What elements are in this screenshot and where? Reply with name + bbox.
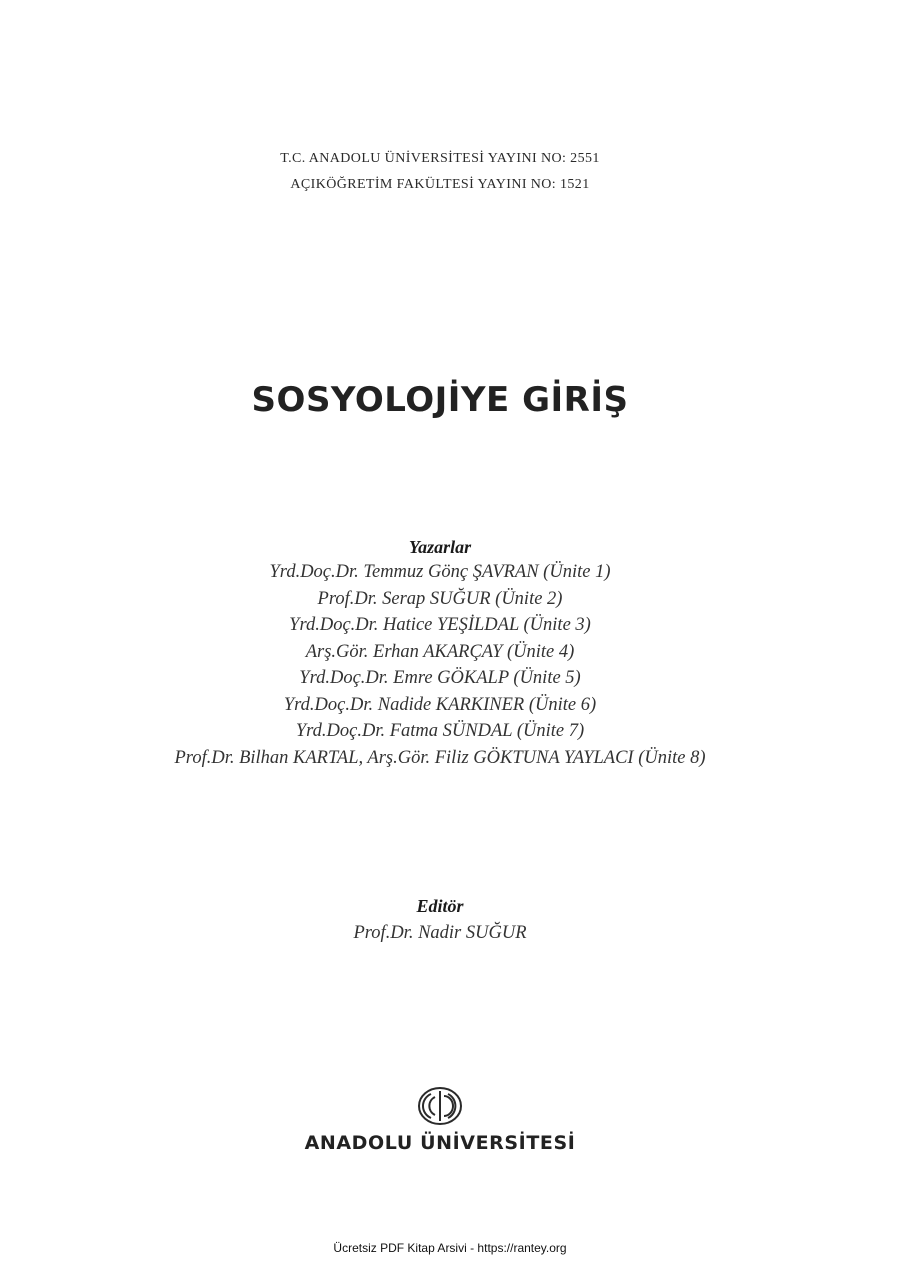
- university-name: ANADOLU ÜNİVERSİTESİ: [304, 1132, 576, 1154]
- author-line: Yrd.Doç.Dr. Emre GÖKALP (Ünite 5): [299, 668, 581, 688]
- footer-note: Ücretsiz PDF Kitap Arsivi - https://rantey.org: [333, 1241, 567, 1255]
- authors-heading: Yazarlar: [408, 537, 472, 557]
- author-line: Yrd.Doç.Dr. Nadide KARKINER (Ünite 6): [283, 694, 597, 715]
- author-line: Yrd.Doç.Dr. Fatma SÜNDAL (Ünite 7): [295, 721, 585, 741]
- authors-section: [0, 535, 880, 771]
- editor-name: Prof.Dr. Nadir SUĞUR: [353, 923, 527, 943]
- author-line: Yrd.Doç.Dr. Temmuz Gönç ŞAVRAN (Ünite 1): [269, 562, 611, 582]
- anadolu-university-emblem-icon: [416, 1086, 464, 1126]
- author-line: Arş.Gör. Erhan AKARÇAY (Ünite 4): [305, 641, 575, 662]
- editor-heading: Editör: [416, 896, 464, 916]
- author-line: Prof.Dr. Serap SUĞUR (Ünite 2): [317, 588, 563, 609]
- book-title: SOSYOLOJİYE GİRİŞ: [251, 380, 629, 420]
- editor-section: [0, 894, 880, 948]
- publisher-line-university: T.C. ANADOLU ÜNİVERSİTESİ YAYINI NO: 2551: [280, 151, 600, 166]
- author-line: Prof.Dr. Bilhan KARTAL, Arş.Gör. Filiz GÖKTUNA YAYLACI (Ünite 8): [174, 747, 706, 768]
- publisher-info: [0, 146, 880, 198]
- author-line: Yrd.Doç.Dr. Hatice YEŞİLDAL (Ünite 3): [289, 615, 591, 635]
- publisher-line-faculty: AÇIKÖĞRETİM FAKÜLTESİ YAYINI NO: 1521: [290, 177, 590, 192]
- university-logo: [0, 1086, 880, 1154]
